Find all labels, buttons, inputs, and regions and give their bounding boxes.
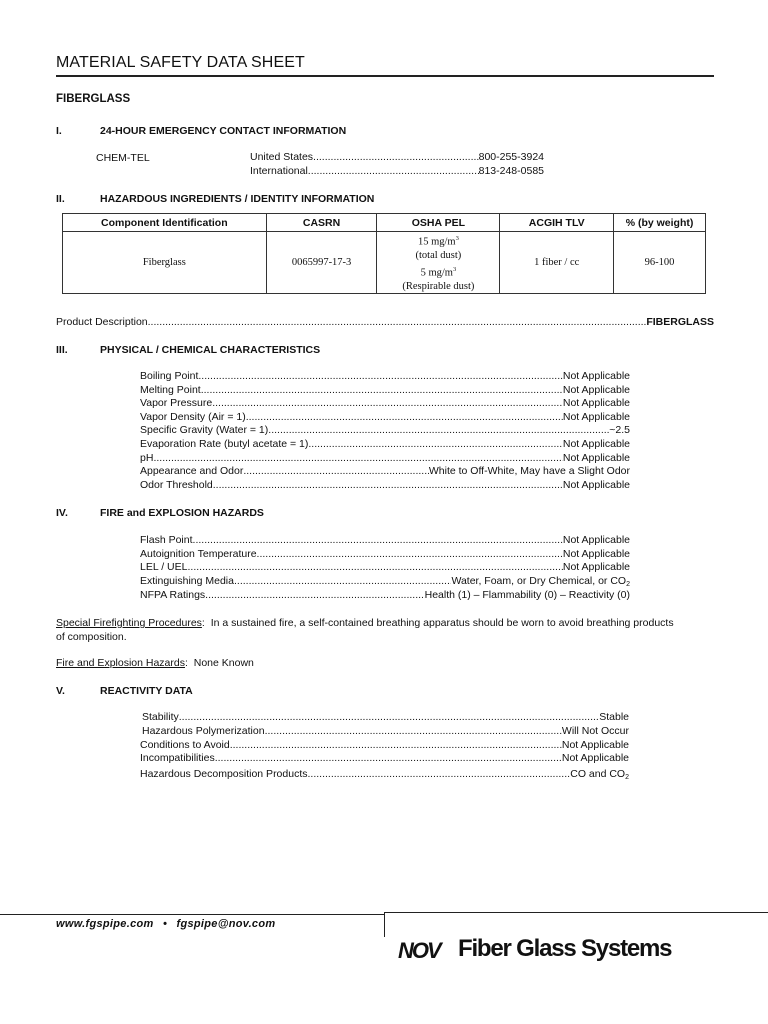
list-item bbox=[140, 370, 630, 384]
title-divider bbox=[56, 75, 714, 77]
col-header-acgih: ACGIH TLV bbox=[500, 214, 614, 232]
label-colon: : bbox=[184, 657, 194, 669]
leader-dots bbox=[313, 151, 479, 165]
property-value: Not Applicable bbox=[562, 370, 630, 382]
property-label: Incompatibilities bbox=[140, 752, 215, 764]
product-name: FIBERGLASS bbox=[56, 93, 131, 105]
fire-explosion-text: None Known bbox=[193, 657, 254, 669]
list-item bbox=[140, 739, 629, 753]
col-header-weight: % (by weight) bbox=[614, 214, 706, 232]
osha-line-1: 15 mg/m bbox=[417, 236, 456, 248]
email-link[interactable]: fgspipe@nov.com bbox=[176, 918, 276, 930]
cell-weight: 96-100 bbox=[614, 232, 706, 294]
property-value: Not Applicable bbox=[561, 752, 629, 764]
special-firefighting-text: In a sustained fire, a self-contained breathing apparatus should be worn to avoid breathing products bbox=[210, 617, 674, 629]
leader-dots bbox=[246, 411, 563, 425]
list-item bbox=[140, 752, 629, 766]
section-3-number: III. bbox=[56, 344, 68, 356]
col-header-component: Component Identification bbox=[63, 214, 267, 232]
section-1-title: 24-HOUR EMERGENCY CONTACT INFORMATION bbox=[100, 125, 347, 137]
cell-osha bbox=[377, 232, 500, 294]
footer-links bbox=[56, 918, 275, 930]
website-link[interactable]: www.fgspipe.com bbox=[56, 918, 154, 930]
leader-dots bbox=[243, 465, 429, 479]
col-header-osha: OSHA PEL bbox=[377, 214, 500, 232]
property-label: Autoignition Temperature bbox=[140, 548, 257, 560]
property-value: Not Applicable bbox=[562, 397, 630, 409]
list-item bbox=[140, 768, 629, 785]
osha-line-4: (Respirable dust) bbox=[402, 280, 475, 292]
section-4-title: FIRE and EXPLOSION HAZARDS bbox=[100, 507, 264, 519]
property-value: Health (1) – Flammability (0) – Reactivity (0) bbox=[424, 589, 630, 601]
table-row bbox=[63, 232, 706, 294]
contact-name: CHEM-TEL bbox=[96, 152, 150, 164]
product-description-label: Product Description bbox=[56, 316, 148, 328]
section-5-number: V. bbox=[56, 685, 65, 697]
section-2-number: II. bbox=[56, 193, 65, 205]
property-label: Conditions to Avoid bbox=[140, 739, 230, 751]
leader-dots bbox=[212, 397, 563, 411]
list-item bbox=[142, 725, 629, 739]
footer-divider-step bbox=[384, 912, 385, 937]
company-logo-text: Fiber Glass Systems bbox=[458, 935, 672, 962]
list-item bbox=[140, 589, 630, 603]
list-item bbox=[142, 711, 629, 725]
product-description-value: FIBERGLASS bbox=[646, 316, 714, 328]
leader-dots bbox=[193, 534, 563, 548]
property-value: Not Applicable bbox=[562, 534, 630, 546]
property-value: Not Applicable bbox=[562, 452, 630, 464]
leader-dots bbox=[187, 561, 562, 575]
leader-dots bbox=[230, 739, 562, 753]
subscript: 2 bbox=[625, 774, 629, 781]
property-label: Vapor Density (Air = 1) bbox=[140, 411, 246, 423]
leader-dots bbox=[198, 370, 562, 384]
subscript: 2 bbox=[626, 581, 630, 588]
list-item bbox=[140, 534, 630, 548]
property-value: White to Off-White, May have a Slight Odor bbox=[428, 465, 630, 477]
section-2-title: HAZARDOUS INGREDIENTS / IDENTITY INFORMATION bbox=[100, 193, 375, 205]
osha-sup-2: 3 bbox=[452, 265, 457, 273]
leader-dots bbox=[257, 548, 563, 562]
footer-separator: • bbox=[162, 918, 168, 930]
osha-line-2: (total dust) bbox=[415, 250, 462, 261]
property-label: Flash Point bbox=[140, 534, 193, 546]
nov-logo: NOV bbox=[398, 938, 440, 963]
leader-dots bbox=[234, 575, 451, 589]
leader-dots bbox=[308, 165, 479, 179]
cell-casrn: 0065997-17-3 bbox=[266, 232, 377, 294]
list-item bbox=[140, 561, 630, 575]
property-label: Specific Gravity (Water = 1) bbox=[140, 424, 269, 436]
property-value: Not Applicable bbox=[562, 384, 630, 396]
osha-line-3: 5 mg/m bbox=[420, 267, 453, 278]
property-label: pH bbox=[140, 452, 154, 464]
list-item bbox=[140, 548, 630, 562]
col-header-casrn: CASRN bbox=[266, 214, 377, 232]
property-value bbox=[570, 768, 629, 785]
property-label: LEL / UEL bbox=[140, 561, 188, 573]
property-label: Melting Point bbox=[140, 384, 201, 396]
property-value: Not Applicable bbox=[562, 561, 630, 573]
property-value: Not Applicable bbox=[562, 548, 630, 560]
section-3-title: PHYSICAL / CHEMICAL CHARACTERISTICS bbox=[100, 344, 321, 356]
property-label: Hazardous Decomposition Products bbox=[140, 768, 308, 780]
list-item bbox=[140, 424, 630, 438]
label-colon: : bbox=[201, 617, 211, 629]
leader-dots bbox=[153, 452, 562, 466]
list-item bbox=[140, 479, 630, 493]
leader-dots bbox=[148, 316, 647, 330]
leader-dots bbox=[265, 725, 562, 739]
special-firefighting-text-2: of composition. bbox=[56, 631, 127, 643]
property-value: Not Applicable bbox=[562, 479, 630, 491]
list-item bbox=[140, 397, 630, 411]
extinguishing-media-text: Water, Foam, or Dry Chemical, or CO bbox=[451, 575, 627, 587]
property-label: Odor Threshold bbox=[140, 479, 213, 491]
table-header-row bbox=[63, 214, 706, 232]
fire-explosion-paragraph bbox=[56, 657, 254, 669]
contact-label: United States bbox=[250, 151, 314, 163]
page-title: MATERIAL SAFETY DATA SHEET bbox=[56, 54, 305, 71]
property-label: Extinguishing Media bbox=[140, 575, 234, 587]
contact-phone: 800-255-3924 bbox=[478, 151, 544, 163]
property-value: ~2.5 bbox=[609, 424, 630, 436]
list-item bbox=[140, 438, 630, 452]
leader-dots bbox=[179, 711, 599, 725]
product-description-row bbox=[56, 316, 714, 330]
leader-dots bbox=[308, 768, 571, 782]
leader-dots bbox=[268, 424, 609, 438]
leader-dots bbox=[215, 752, 562, 766]
property-label: Evaporation Rate (butyl acetate = 1) bbox=[140, 438, 309, 450]
cell-component: Fiberglass bbox=[63, 232, 267, 294]
section-1-number: I. bbox=[56, 125, 62, 137]
list-item bbox=[140, 384, 630, 398]
property-label: Appearance and Odor bbox=[140, 465, 244, 477]
decomposition-text: CO and CO bbox=[570, 768, 626, 780]
section-4-number: IV. bbox=[56, 507, 68, 519]
property-value: Not Applicable bbox=[562, 411, 630, 423]
footer-divider-left bbox=[0, 914, 384, 915]
special-firefighting-label: Special Firefighting Procedures bbox=[56, 617, 202, 629]
leader-dots bbox=[201, 384, 563, 398]
contact-row-international bbox=[250, 165, 544, 179]
property-value: Will Not Occur bbox=[561, 725, 629, 737]
special-firefighting-paragraph bbox=[56, 616, 716, 644]
ingredients-table bbox=[62, 213, 706, 294]
property-label: Hazardous Polymerization bbox=[142, 725, 265, 737]
property-value: Stable bbox=[599, 711, 629, 723]
list-item bbox=[140, 411, 630, 425]
osha-sup-1: 3 bbox=[455, 235, 459, 242]
fire-explosion-label: Fire and Explosion Hazards bbox=[56, 657, 185, 669]
property-value: Not Applicable bbox=[561, 739, 629, 751]
contact-label: International bbox=[250, 165, 308, 177]
property-label: Stability bbox=[142, 711, 179, 723]
section-5-title: REACTIVITY DATA bbox=[100, 685, 193, 697]
contact-phone: 813-248-0585 bbox=[478, 165, 544, 177]
property-value: Not Applicable bbox=[562, 438, 630, 450]
property-label: NFPA Ratings bbox=[140, 589, 206, 601]
footer-divider-right bbox=[384, 912, 768, 913]
cell-acgih: 1 fiber / cc bbox=[500, 232, 614, 294]
list-item bbox=[140, 452, 630, 466]
leader-dots bbox=[205, 589, 424, 603]
property-label: Vapor Pressure bbox=[140, 397, 213, 409]
leader-dots bbox=[213, 479, 563, 493]
contact-row-us bbox=[250, 151, 544, 165]
list-item bbox=[140, 465, 630, 479]
leader-dots bbox=[308, 438, 562, 452]
property-label: Boiling Point bbox=[140, 370, 199, 382]
